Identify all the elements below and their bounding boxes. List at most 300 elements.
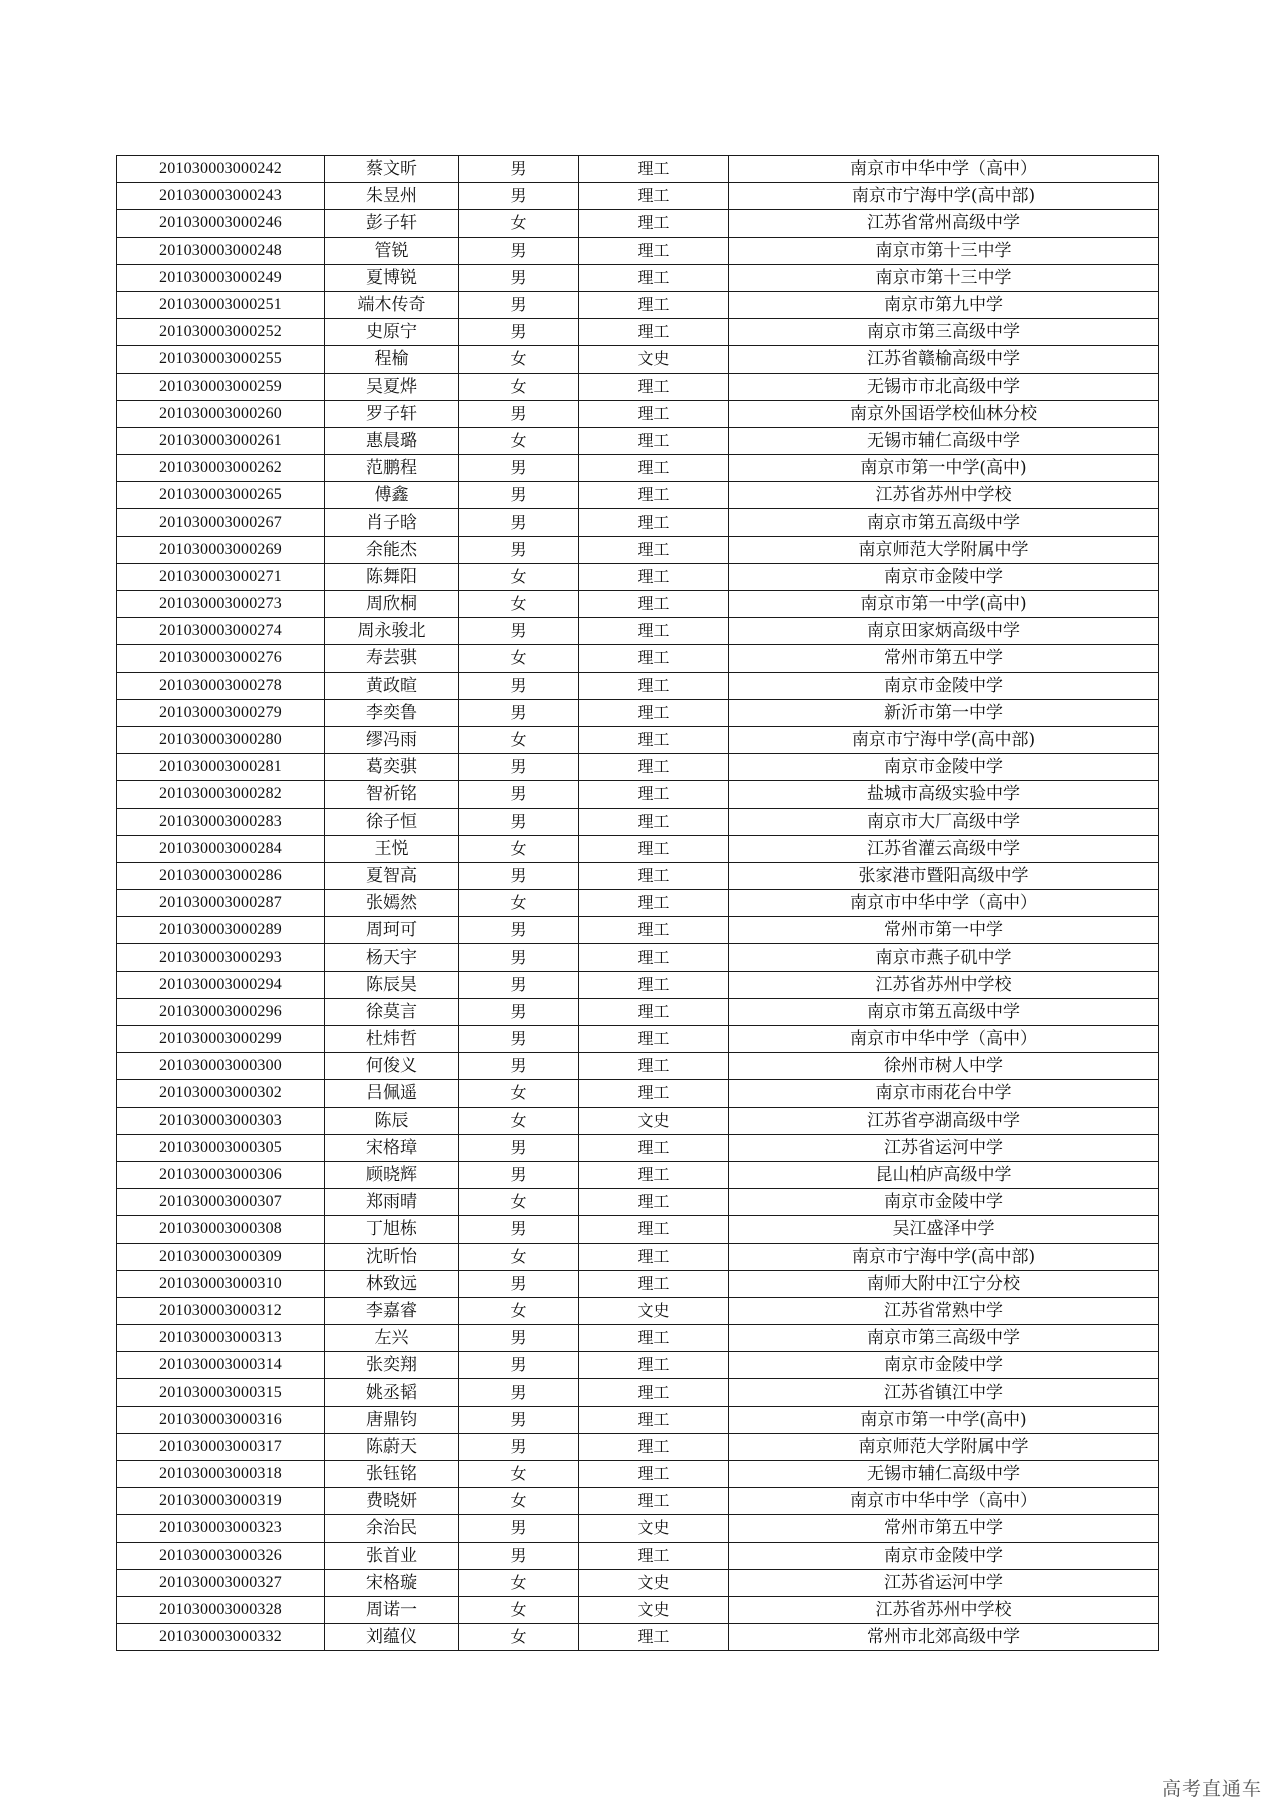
candidate-id-cell: 201030003000287 (117, 890, 325, 917)
category-cell: 理工 (579, 1243, 729, 1270)
category-cell: 理工 (579, 808, 729, 835)
gender-cell: 男 (459, 1161, 579, 1188)
school-cell: 江苏省苏州中学校 (729, 971, 1159, 998)
gender-cell: 男 (459, 237, 579, 264)
category-cell: 理工 (579, 754, 729, 781)
gender-cell: 男 (459, 183, 579, 210)
student-name-cell: 周珂可 (325, 917, 459, 944)
category-cell: 理工 (579, 455, 729, 482)
candidate-id-cell: 201030003000323 (117, 1515, 325, 1542)
gender-cell: 男 (459, 156, 579, 183)
category-cell: 理工 (579, 726, 729, 753)
student-name-cell: 史原宁 (325, 319, 459, 346)
candidate-id-cell: 201030003000328 (117, 1596, 325, 1623)
school-cell: 南京市大厂高级中学 (729, 808, 1159, 835)
student-name-cell: 宋格璋 (325, 1134, 459, 1161)
category-cell: 理工 (579, 183, 729, 210)
gender-cell: 女 (459, 373, 579, 400)
student-name-cell: 陈舞阳 (325, 563, 459, 590)
gender-cell: 男 (459, 1026, 579, 1053)
category-cell: 理工 (579, 591, 729, 618)
school-cell: 南京市金陵中学 (729, 563, 1159, 590)
category-cell: 理工 (579, 264, 729, 291)
category-cell: 理工 (579, 1080, 729, 1107)
school-cell: 吴江盛泽中学 (729, 1216, 1159, 1243)
table-row (117, 1596, 1159, 1623)
table-row (117, 1379, 1159, 1406)
category-cell: 理工 (579, 400, 729, 427)
gender-cell: 男 (459, 1053, 579, 1080)
table-row (117, 998, 1159, 1025)
table-row (117, 917, 1159, 944)
student-name-cell: 左兴 (325, 1325, 459, 1352)
candidate-id-cell: 201030003000305 (117, 1134, 325, 1161)
school-cell: 南京市金陵中学 (729, 672, 1159, 699)
category-cell: 理工 (579, 536, 729, 563)
candidate-id-cell: 201030003000262 (117, 455, 325, 482)
school-cell: 江苏省运河中学 (729, 1134, 1159, 1161)
table-row (117, 1352, 1159, 1379)
school-cell: 南京市金陵中学 (729, 754, 1159, 781)
gender-cell: 女 (459, 1624, 579, 1651)
table-row (117, 1216, 1159, 1243)
gender-cell: 男 (459, 1325, 579, 1352)
candidate-id-cell: 201030003000271 (117, 563, 325, 590)
category-cell: 理工 (579, 835, 729, 862)
school-cell: 南京市第三高级中学 (729, 319, 1159, 346)
gender-cell: 女 (459, 890, 579, 917)
category-cell: 理工 (579, 1026, 729, 1053)
school-cell: 南京市宁海中学(高中部) (729, 726, 1159, 753)
gender-cell: 女 (459, 835, 579, 862)
table-row (117, 1406, 1159, 1433)
gender-cell: 女 (459, 1189, 579, 1216)
candidate-id-cell: 201030003000289 (117, 917, 325, 944)
gender-cell: 女 (459, 1080, 579, 1107)
table-row (117, 1297, 1159, 1324)
table-row (117, 1488, 1159, 1515)
category-cell: 理工 (579, 1270, 729, 1297)
school-cell: 南京市第九中学 (729, 291, 1159, 318)
student-name-cell: 吴夏烨 (325, 373, 459, 400)
table-row (117, 971, 1159, 998)
school-cell: 南京市燕子矶中学 (729, 944, 1159, 971)
school-cell: 江苏省运河中学 (729, 1569, 1159, 1596)
table-row (117, 1325, 1159, 1352)
gender-cell: 男 (459, 400, 579, 427)
candidate-id-cell: 201030003000274 (117, 618, 325, 645)
gender-cell: 男 (459, 754, 579, 781)
gender-cell: 男 (459, 291, 579, 318)
candidate-id-cell: 201030003000243 (117, 183, 325, 210)
school-cell: 无锡市辅仁高级中学 (729, 427, 1159, 454)
candidate-id-cell: 201030003000267 (117, 509, 325, 536)
candidate-id-cell: 201030003000278 (117, 672, 325, 699)
category-cell: 理工 (579, 482, 729, 509)
student-name-cell: 蔡文昕 (325, 156, 459, 183)
table-row (117, 944, 1159, 971)
table-row (117, 1080, 1159, 1107)
school-cell: 南京师范大学附属中学 (729, 1433, 1159, 1460)
student-name-cell: 范鹏程 (325, 455, 459, 482)
table-row (117, 699, 1159, 726)
student-name-cell: 张奕翔 (325, 1352, 459, 1379)
candidate-id-cell: 201030003000255 (117, 346, 325, 373)
student-name-cell: 程榆 (325, 346, 459, 373)
candidate-id-cell: 201030003000248 (117, 237, 325, 264)
gender-cell: 女 (459, 591, 579, 618)
gender-cell: 女 (459, 645, 579, 672)
student-name-cell: 寿芸骐 (325, 645, 459, 672)
gender-cell: 男 (459, 1216, 579, 1243)
category-cell: 理工 (579, 1624, 729, 1651)
gender-cell: 男 (459, 264, 579, 291)
school-cell: 江苏省赣榆高级中学 (729, 346, 1159, 373)
candidate-id-cell: 201030003000318 (117, 1461, 325, 1488)
gender-cell: 男 (459, 1134, 579, 1161)
category-cell: 理工 (579, 1161, 729, 1188)
candidate-id-cell: 201030003000294 (117, 971, 325, 998)
gender-cell: 女 (459, 1461, 579, 1488)
student-name-cell: 彭子轩 (325, 210, 459, 237)
gender-cell: 男 (459, 1542, 579, 1569)
gender-cell: 男 (459, 482, 579, 509)
student-name-cell: 缪冯雨 (325, 726, 459, 753)
student-name-cell: 陈蔚天 (325, 1433, 459, 1460)
student-name-cell: 周永骏北 (325, 618, 459, 645)
table-row (117, 618, 1159, 645)
candidate-id-cell: 201030003000252 (117, 319, 325, 346)
table-row (117, 862, 1159, 889)
category-cell: 理工 (579, 563, 729, 590)
table-row (117, 591, 1159, 618)
school-cell: 昆山柏庐高级中学 (729, 1161, 1159, 1188)
category-cell: 理工 (579, 944, 729, 971)
category-cell: 理工 (579, 237, 729, 264)
student-name-cell: 丁旭栋 (325, 1216, 459, 1243)
table-row (117, 1134, 1159, 1161)
gender-cell: 女 (459, 1243, 579, 1270)
table-row (117, 1026, 1159, 1053)
table-row (117, 346, 1159, 373)
category-cell: 理工 (579, 971, 729, 998)
student-name-cell: 周诺一 (325, 1596, 459, 1623)
candidate-id-cell: 201030003000310 (117, 1270, 325, 1297)
school-cell: 南京市第一中学(高中) (729, 455, 1159, 482)
table-row (117, 482, 1159, 509)
gender-cell: 男 (459, 971, 579, 998)
school-cell: 张家港市暨阳高级中学 (729, 862, 1159, 889)
student-name-cell: 端木传奇 (325, 291, 459, 318)
student-name-cell: 葛奕骐 (325, 754, 459, 781)
category-cell: 文史 (579, 1107, 729, 1134)
candidate-id-cell: 201030003000284 (117, 835, 325, 862)
table-row (117, 1161, 1159, 1188)
student-name-cell: 李嘉睿 (325, 1297, 459, 1324)
candidate-id-cell: 201030003000273 (117, 591, 325, 618)
category-cell: 理工 (579, 1325, 729, 1352)
candidate-id-cell: 201030003000307 (117, 1189, 325, 1216)
table-row (117, 1053, 1159, 1080)
category-cell: 理工 (579, 1379, 729, 1406)
category-cell: 理工 (579, 1134, 729, 1161)
table-row (117, 400, 1159, 427)
school-cell: 南京市雨花台中学 (729, 1080, 1159, 1107)
gender-cell: 女 (459, 1488, 579, 1515)
category-cell: 理工 (579, 1461, 729, 1488)
candidate-id-cell: 201030003000280 (117, 726, 325, 753)
table-row (117, 1243, 1159, 1270)
category-cell: 理工 (579, 862, 729, 889)
gender-cell: 女 (459, 346, 579, 373)
school-cell: 新沂市第一中学 (729, 699, 1159, 726)
gender-cell: 女 (459, 1569, 579, 1596)
student-name-cell: 何俊义 (325, 1053, 459, 1080)
candidate-id-cell: 201030003000283 (117, 808, 325, 835)
table-row (117, 1107, 1159, 1134)
table-row (117, 726, 1159, 753)
student-name-cell: 陈辰 (325, 1107, 459, 1134)
table-row (117, 808, 1159, 835)
candidate-id-cell: 201030003000299 (117, 1026, 325, 1053)
table-row (117, 781, 1159, 808)
category-cell: 文史 (579, 1297, 729, 1324)
table-row (117, 1433, 1159, 1460)
school-cell: 南京市第十三中学 (729, 264, 1159, 291)
gender-cell: 女 (459, 1596, 579, 1623)
school-cell: 南京市金陵中学 (729, 1542, 1159, 1569)
gender-cell: 女 (459, 563, 579, 590)
candidate-id-cell: 201030003000279 (117, 699, 325, 726)
table-row (117, 1189, 1159, 1216)
gender-cell: 男 (459, 998, 579, 1025)
table-row (117, 754, 1159, 781)
watermark-text: 高考直通车 (1161, 1778, 1262, 1800)
candidate-id-cell: 201030003000259 (117, 373, 325, 400)
school-cell: 南京田家炳高级中学 (729, 618, 1159, 645)
candidate-id-cell: 201030003000326 (117, 1542, 325, 1569)
school-cell: 南京市金陵中学 (729, 1189, 1159, 1216)
student-name-cell: 张嫣然 (325, 890, 459, 917)
student-name-cell: 徐子恒 (325, 808, 459, 835)
student-name-cell: 姚丞韬 (325, 1379, 459, 1406)
category-cell: 理工 (579, 319, 729, 346)
table-row (117, 183, 1159, 210)
table-row (117, 319, 1159, 346)
student-name-cell: 李奕鲁 (325, 699, 459, 726)
school-cell: 江苏省亭湖高级中学 (729, 1107, 1159, 1134)
school-cell: 常州市第五中学 (729, 645, 1159, 672)
student-name-cell: 刘蕴仪 (325, 1624, 459, 1651)
gender-cell: 男 (459, 319, 579, 346)
candidate-id-cell: 201030003000300 (117, 1053, 325, 1080)
candidate-id-cell: 201030003000302 (117, 1080, 325, 1107)
table-row (117, 427, 1159, 454)
candidate-id-cell: 201030003000309 (117, 1243, 325, 1270)
candidate-id-cell: 201030003000312 (117, 1297, 325, 1324)
gender-cell: 男 (459, 699, 579, 726)
student-name-cell: 罗子轩 (325, 400, 459, 427)
school-cell: 江苏省苏州中学校 (729, 1596, 1159, 1623)
gender-cell: 男 (459, 1515, 579, 1542)
category-cell: 理工 (579, 672, 729, 699)
candidate-id-cell: 201030003000246 (117, 210, 325, 237)
candidate-id-cell: 201030003000303 (117, 1107, 325, 1134)
candidate-id-cell: 201030003000265 (117, 482, 325, 509)
student-name-cell: 杜炜哲 (325, 1026, 459, 1053)
table-row (117, 156, 1159, 183)
student-name-cell: 林致远 (325, 1270, 459, 1297)
candidate-id-cell: 201030003000260 (117, 400, 325, 427)
table-row (117, 1569, 1159, 1596)
category-cell: 理工 (579, 1433, 729, 1460)
category-cell: 理工 (579, 291, 729, 318)
school-cell: 常州市北郊高级中学 (729, 1624, 1159, 1651)
gender-cell: 女 (459, 1107, 579, 1134)
school-cell: 无锡市市北高级中学 (729, 373, 1159, 400)
gender-cell: 男 (459, 862, 579, 889)
candidate-id-cell: 201030003000249 (117, 264, 325, 291)
table-row (117, 890, 1159, 917)
student-name-cell: 张钰铭 (325, 1461, 459, 1488)
roster-body (117, 156, 1159, 1651)
table-row (117, 210, 1159, 237)
candidate-id-cell: 201030003000315 (117, 1379, 325, 1406)
school-cell: 常州市第五中学 (729, 1515, 1159, 1542)
school-cell: 南京市第三高级中学 (729, 1325, 1159, 1352)
gender-cell: 男 (459, 455, 579, 482)
candidate-id-cell: 201030003000317 (117, 1433, 325, 1460)
category-cell: 理工 (579, 998, 729, 1025)
table-row (117, 563, 1159, 590)
student-name-cell: 夏博锐 (325, 264, 459, 291)
gender-cell: 男 (459, 618, 579, 645)
category-cell: 理工 (579, 373, 729, 400)
school-cell: 南师大附中江宁分校 (729, 1270, 1159, 1297)
gender-cell: 女 (459, 1297, 579, 1324)
student-name-cell: 杨天宇 (325, 944, 459, 971)
student-name-cell: 夏智高 (325, 862, 459, 889)
student-name-cell: 张首业 (325, 1542, 459, 1569)
category-cell: 理工 (579, 890, 729, 917)
gender-cell: 男 (459, 536, 579, 563)
category-cell: 理工 (579, 781, 729, 808)
candidate-id-cell: 201030003000286 (117, 862, 325, 889)
student-name-cell: 傅鑫 (325, 482, 459, 509)
student-name-cell: 陈辰昊 (325, 971, 459, 998)
category-cell: 理工 (579, 1488, 729, 1515)
table-row (117, 1624, 1159, 1651)
school-cell: 南京市中华中学（高中） (729, 1026, 1159, 1053)
school-cell: 南京外国语学校仙林分校 (729, 400, 1159, 427)
candidate-id-cell: 201030003000251 (117, 291, 325, 318)
table-row (117, 455, 1159, 482)
student-name-cell: 郑雨晴 (325, 1189, 459, 1216)
gender-cell: 女 (459, 726, 579, 753)
category-cell: 理工 (579, 210, 729, 237)
student-name-cell: 徐莫言 (325, 998, 459, 1025)
candidate-id-cell: 201030003000296 (117, 998, 325, 1025)
school-cell: 江苏省苏州中学校 (729, 482, 1159, 509)
school-cell: 南京市第十三中学 (729, 237, 1159, 264)
category-cell: 理工 (579, 156, 729, 183)
gender-cell: 男 (459, 509, 579, 536)
school-cell: 南京市第一中学(高中) (729, 591, 1159, 618)
candidate-id-cell: 201030003000269 (117, 536, 325, 563)
gender-cell: 女 (459, 427, 579, 454)
category-cell: 理工 (579, 1352, 729, 1379)
candidate-id-cell: 201030003000293 (117, 944, 325, 971)
school-cell: 南京市第五高级中学 (729, 509, 1159, 536)
candidate-id-cell: 201030003000319 (117, 1488, 325, 1515)
school-cell: 南京师范大学附属中学 (729, 536, 1159, 563)
school-cell: 南京市宁海中学(高中部) (729, 1243, 1159, 1270)
category-cell: 理工 (579, 618, 729, 645)
category-cell: 理工 (579, 699, 729, 726)
table-row (117, 237, 1159, 264)
school-cell: 江苏省灌云高级中学 (729, 835, 1159, 862)
gender-cell: 女 (459, 210, 579, 237)
candidate-id-cell: 201030003000313 (117, 1325, 325, 1352)
gender-cell: 男 (459, 1406, 579, 1433)
candidate-id-cell: 201030003000314 (117, 1352, 325, 1379)
gender-cell: 男 (459, 1270, 579, 1297)
gender-cell: 男 (459, 808, 579, 835)
student-name-cell: 智祈铭 (325, 781, 459, 808)
student-name-cell: 肖子晗 (325, 509, 459, 536)
student-name-cell: 惠晨璐 (325, 427, 459, 454)
school-cell: 江苏省常熟中学 (729, 1297, 1159, 1324)
category-cell: 文史 (579, 1515, 729, 1542)
table-row (117, 291, 1159, 318)
school-cell: 南京市第一中学(高中) (729, 1406, 1159, 1433)
candidate-id-cell: 201030003000308 (117, 1216, 325, 1243)
gender-cell: 男 (459, 1352, 579, 1379)
school-cell: 南京市中华中学（高中） (729, 1488, 1159, 1515)
table-row (117, 373, 1159, 400)
gender-cell: 男 (459, 944, 579, 971)
category-cell: 文史 (579, 346, 729, 373)
category-cell: 理工 (579, 1216, 729, 1243)
school-cell: 常州市第一中学 (729, 917, 1159, 944)
table-row (117, 645, 1159, 672)
gender-cell: 男 (459, 1433, 579, 1460)
school-cell: 南京市宁海中学(高中部) (729, 183, 1159, 210)
table-row (117, 672, 1159, 699)
student-name-cell: 顾晓辉 (325, 1161, 459, 1188)
category-cell: 理工 (579, 1053, 729, 1080)
gender-cell: 男 (459, 672, 579, 699)
school-cell: 盐城市高级实验中学 (729, 781, 1159, 808)
student-name-cell: 周欣桐 (325, 591, 459, 618)
candidate-id-cell: 201030003000261 (117, 427, 325, 454)
candidate-id-cell: 201030003000306 (117, 1161, 325, 1188)
table-row (117, 1542, 1159, 1569)
student-name-cell: 朱昱州 (325, 183, 459, 210)
school-cell: 南京市金陵中学 (729, 1352, 1159, 1379)
table-row (117, 1515, 1159, 1542)
candidate-id-cell: 201030003000281 (117, 754, 325, 781)
candidate-id-cell: 201030003000332 (117, 1624, 325, 1651)
candidate-id-cell: 201030003000276 (117, 645, 325, 672)
student-name-cell: 余能杰 (325, 536, 459, 563)
category-cell: 理工 (579, 917, 729, 944)
candidate-id-cell: 201030003000327 (117, 1569, 325, 1596)
student-name-cell: 吕佩遥 (325, 1080, 459, 1107)
category-cell: 理工 (579, 427, 729, 454)
school-cell: 南京市中华中学（高中） (729, 156, 1159, 183)
student-name-cell: 沈昕怡 (325, 1243, 459, 1270)
